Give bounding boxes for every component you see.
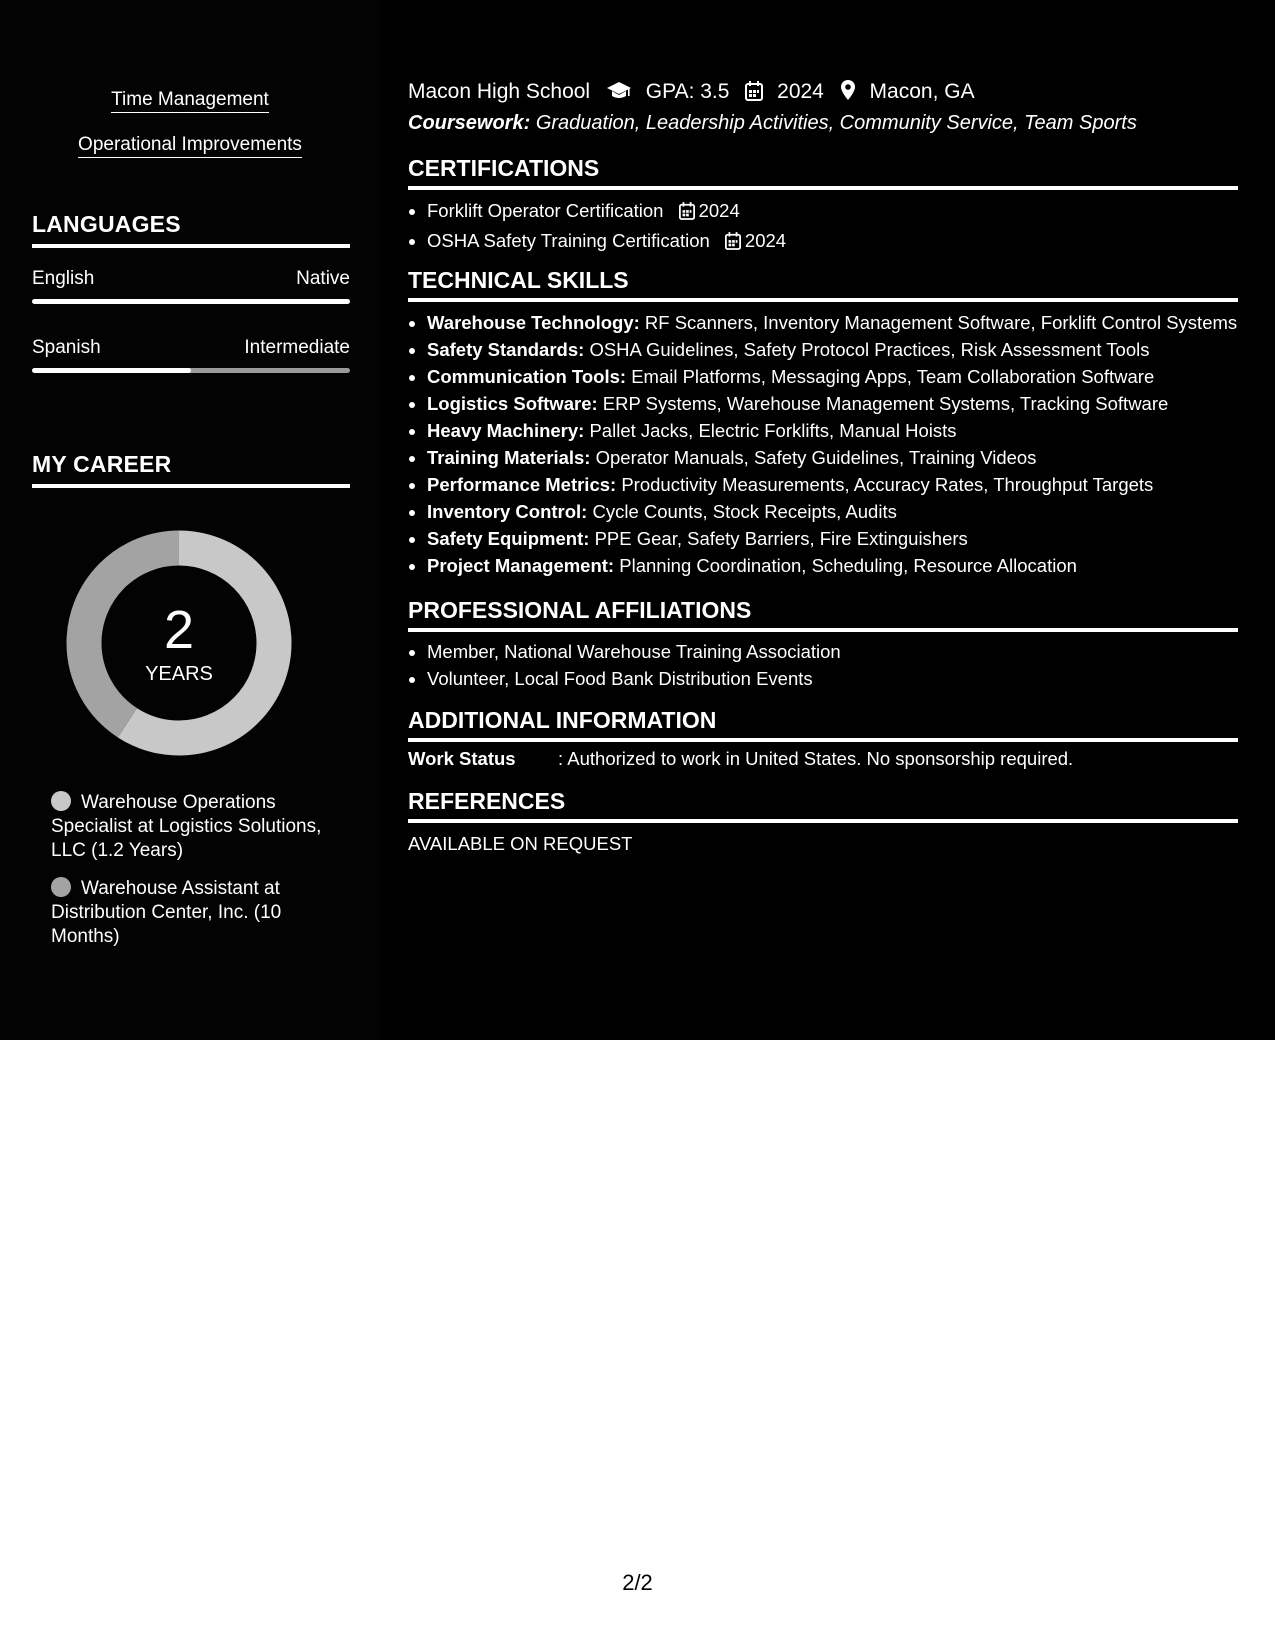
coursework-text: Graduation, Leadership Activities, Community Service, Team Sports: [535, 112, 1137, 134]
career-legend-dot: [51, 877, 71, 897]
coursework-label: Coursework:: [408, 112, 531, 134]
skill-item: • Logistics Software: ERP Systems, Warehouse Management Systems, Tracking Software: [427, 390, 1239, 417]
school-name: Macon High School: [408, 80, 591, 103]
language-bar: [32, 368, 350, 373]
certifications-list: [408, 197, 1239, 257]
skill-item: • Inventory Control: Cycle Counts, Stock Receipts, Audits: [427, 498, 1239, 525]
language-bar: [32, 299, 350, 304]
career-entry: [51, 877, 341, 949]
career-entry: [51, 791, 341, 863]
calendar-icon: [725, 230, 741, 257]
coursework: [408, 109, 1137, 137]
skill-item: • Safety Standards: OSHA Guidelines, Safety Protocol Practices, Risk Assessment Tools: [427, 336, 1239, 363]
career-legend-dot: [51, 791, 71, 811]
school-location: Macon, GA: [869, 80, 975, 103]
certification-item: • OSHA Safety Training Certification 2024: [427, 227, 1239, 257]
skill-item: • Training Materials: Operator Manuals, Safety Guidelines, Training Videos: [427, 444, 1239, 471]
career-entry-text: Warehouse Operations Specialist at Logistics Solutions, LLC (1.2 Years): [51, 792, 322, 861]
work-status-label: Work Status: [408, 748, 516, 769]
skill-item: • Safety Equipment: PPE Gear, Safety Barriers, Fire Extinguishers: [427, 525, 1239, 552]
career-donut: [66, 530, 292, 756]
affiliations-heading: PROFESSIONAL AFFILIATIONS: [408, 596, 1238, 632]
skill-item: • Performance Metrics: Productivity Measurements, Accuracy Rates, Throughput Targets: [427, 471, 1239, 498]
language-row: [32, 336, 350, 360]
language-bar-fill: [32, 368, 191, 373]
skill-item: • Warehouse Technology: RF Scanners, Inventory Management Software, Forklift Control Systems: [427, 309, 1239, 336]
language-row: [32, 267, 350, 291]
skill-tag: Time Management: [0, 88, 380, 112]
references-heading: REFERENCES: [408, 787, 1238, 823]
skill-tag: Operational Improvements: [0, 133, 380, 157]
sidebar: [0, 0, 380, 1040]
location-pin-icon: [840, 79, 856, 109]
references-text: AVAILABLE ON REQUEST: [408, 833, 633, 854]
career-years-label: YEARS: [145, 663, 213, 685]
skill-item: • Project Management: Planning Coordination, Scheduling, Resource Allocation: [427, 552, 1239, 579]
gpa: GPA: 3.5: [645, 80, 730, 103]
affiliation-item: • Volunteer, Local Food Bank Distribution Events: [427, 665, 1239, 692]
technical-skills-heading: TECHNICAL SKILLS: [408, 266, 1238, 302]
work-status-value: : Authorized to work in United States. No sponsorship required.: [558, 748, 1074, 769]
skill-item: • Communication Tools: Email Platforms, Messaging Apps, Team Collaboration Software: [427, 363, 1239, 390]
calendar-icon: [745, 81, 763, 109]
page-number: 2/2: [622, 1570, 653, 1595]
career-entry-text: Warehouse Assistant at Distribution Center, Inc. (10 Months): [51, 878, 282, 947]
language-level: Intermediate: [244, 337, 350, 358]
additional-info-heading: ADDITIONAL INFORMATION: [408, 706, 1238, 742]
affiliations-list: [408, 638, 1239, 692]
technical-skills-list: [408, 309, 1239, 579]
language-bar-fill: [32, 299, 350, 304]
language-name: Spanish: [32, 337, 101, 358]
certification-item: • Forklift Operator Certification 2024: [427, 197, 1239, 227]
affiliation-item: • Member, National Warehouse Training Association: [427, 638, 1239, 665]
career-heading: MY CAREER: [32, 450, 350, 488]
languages-heading: LANGUAGES: [32, 210, 350, 248]
career-total-years: 2: [163, 600, 195, 660]
skill-item: • Heavy Machinery: Pallet Jacks, Electric Forklifts, Manual Hoists: [427, 417, 1239, 444]
language-name: English: [32, 268, 95, 289]
graduation-year: 2024: [777, 80, 824, 103]
certifications-heading: CERTIFICATIONS: [408, 154, 1238, 190]
language-level: Native: [296, 268, 350, 289]
education-line: [408, 78, 975, 109]
graduation-cap-icon: [606, 81, 632, 109]
calendar-icon: [679, 200, 695, 227]
work-status: [408, 747, 1073, 771]
